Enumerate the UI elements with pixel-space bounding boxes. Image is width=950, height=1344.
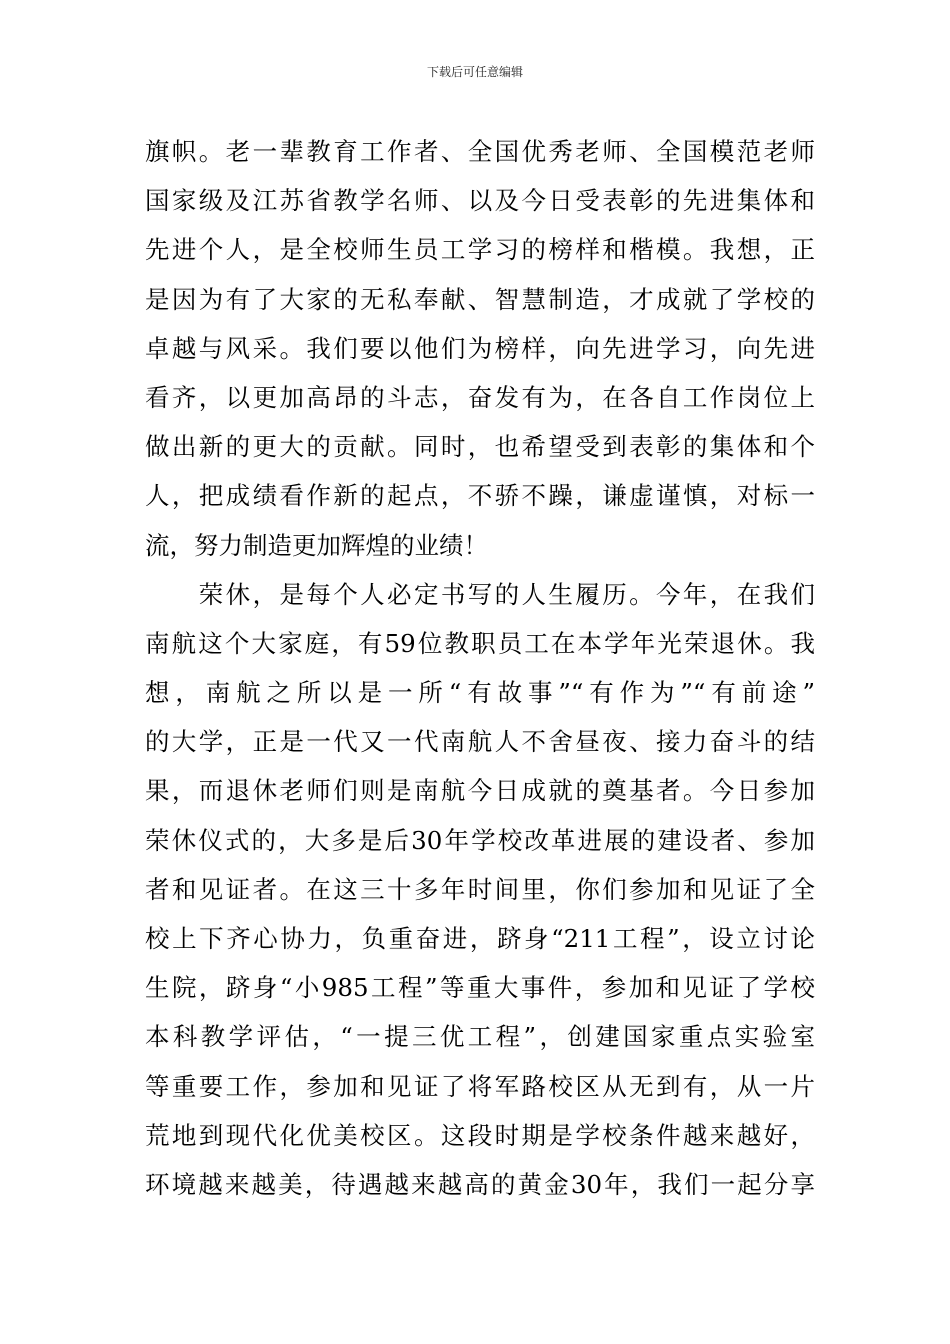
text-line: 卓越与风采。我们要以他们为榜样，向先进学习，向先进 xyxy=(145,333,815,363)
text-line: 环境越来越美，待遇越来越高的黄金30年，我们一起分享 xyxy=(145,1169,815,1199)
text-line: 先进个人，是全校师生员工学习的榜样和楷模。我想，正 xyxy=(145,235,815,265)
text-line: 做出新的更大的贡献。同时，也希望受到表彰的集体和个 xyxy=(145,432,815,462)
text-line: 荒地到现代化优美校区。这段时期是学校条件越来越好， xyxy=(145,1120,815,1150)
text-line: 荣休仪式的，大多是后30年学校改革进展的建设者、参加 xyxy=(145,825,815,855)
document-body xyxy=(145,127,815,1209)
text-line: 人，把成绩看作新的起点，不骄不躁，谦虚谨慎，对标一 xyxy=(145,481,815,511)
text-line: 国家级及江苏省教学名师、以及今日受表彰的先进集体和 xyxy=(145,186,815,216)
text-line: 的大学，正是一代又一代南航人不舍昼夜、接力奋斗的结 xyxy=(145,727,815,757)
text-line: 看齐，以更加高昂的斗志，奋发有为，在各自工作岗位上 xyxy=(145,382,815,412)
text-line: 是因为有了大家的无私奉献、智慧制造，才成就了学校的 xyxy=(145,284,815,314)
text-line: 本科教学评估，“一提三优工程”，创建国家重点实验室 xyxy=(145,1022,815,1052)
text-line: 果，而退休老师们则是南航今日成就的奠基者。今日参加 xyxy=(145,776,815,806)
text-line: 流，努力制造更加辉煌的业绩！ xyxy=(145,530,488,560)
text-line: 旗帜。老一辈教育工作者、全国优秀老师、全国模范老师 xyxy=(145,137,815,166)
text-line: 者和见证者。在这三十多年时间里，你们参加和见证了全 xyxy=(145,874,815,904)
text-line: 想，南航之所以是一所“有故事”“有作为”“有前途” xyxy=(145,678,815,708)
text-line: 荣休，是每个人必定书写的人生履历。今年，在我们 xyxy=(145,579,815,609)
text-line: 等重要工作，参加和见证了将军路校区从无到有，从一片 xyxy=(145,1071,815,1101)
text-line: 校上下齐心协力，负重奋进，跻身“211工程”，设立讨论 xyxy=(145,924,815,953)
text-line: 生院，跻身“小985工程”等重大事件，参加和见证了学校 xyxy=(145,973,815,1003)
text-line: 南航这个大家庭，有59位教职员工在本学年光荣退休。我 xyxy=(145,628,815,658)
page-header-note: 下载后可任意编辑 xyxy=(426,65,523,79)
